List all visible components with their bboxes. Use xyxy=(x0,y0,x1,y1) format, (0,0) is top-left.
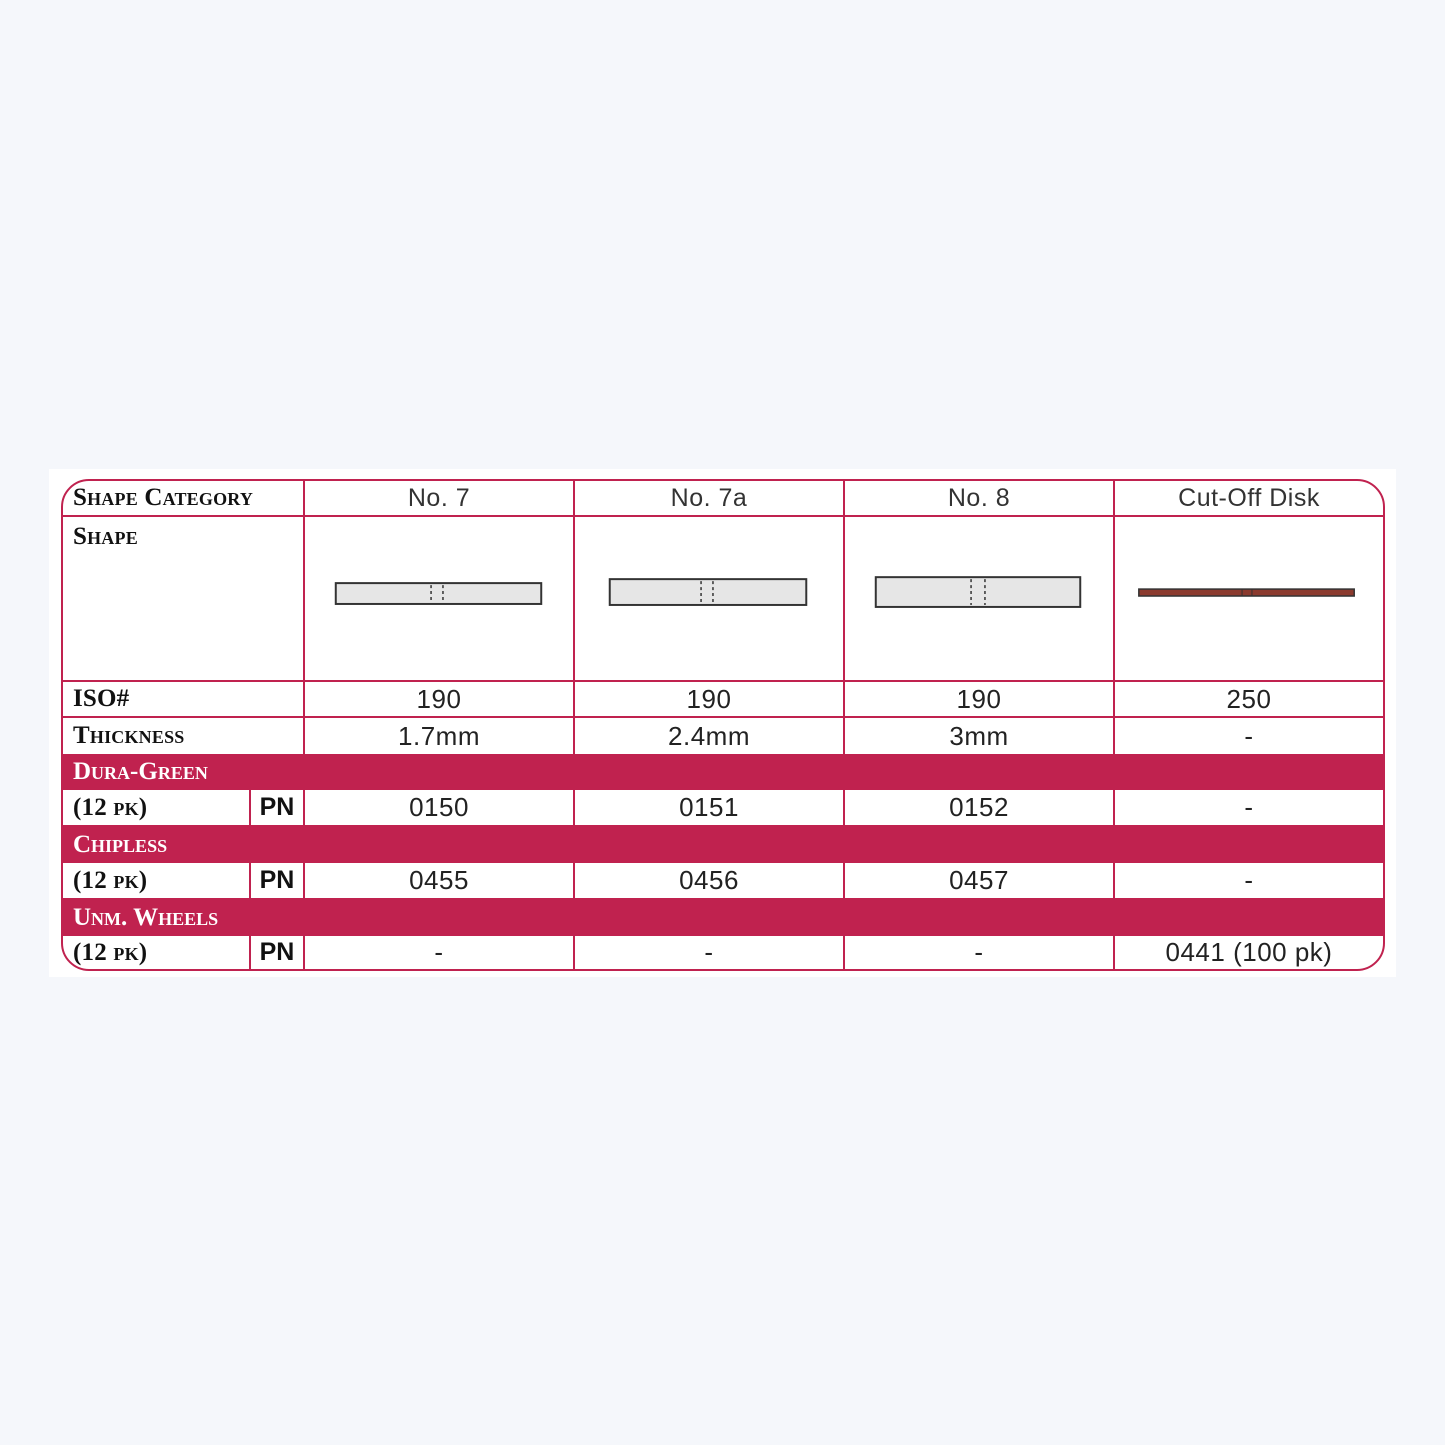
pn-value: 0150 xyxy=(303,790,573,825)
no8-wheel-profile-icon xyxy=(845,517,1113,680)
shape-row xyxy=(63,517,1383,682)
pack-size-label: (12 pk) xyxy=(73,938,148,966)
iso-value-no7a: 190 xyxy=(573,682,843,716)
shape-cell-no7 xyxy=(303,517,573,680)
thickness-value-no8: 3mm xyxy=(843,718,1113,754)
pn-row-chipless xyxy=(63,863,1383,900)
thickness-value-no7a: 2.4mm xyxy=(573,718,843,754)
pn-value: - xyxy=(573,936,843,969)
spec-table xyxy=(61,479,1385,971)
pack-size-label: (12 pk) xyxy=(73,866,148,894)
column-header-no7: No. 7 xyxy=(303,481,573,515)
pn-value: 0151 xyxy=(573,790,843,825)
pn-row-dura-green xyxy=(63,790,1383,827)
pn-value: 0152 xyxy=(843,790,1113,825)
iso-value-no8: 190 xyxy=(843,682,1113,716)
pn-value: - xyxy=(1113,863,1383,898)
pn-value: 0457 xyxy=(843,863,1113,898)
thickness-value-cut-off-disk: - xyxy=(1113,718,1383,754)
section-header-chipless: Chipless xyxy=(63,827,1383,863)
shape-category-label: Shape Category xyxy=(73,484,254,511)
iso-value-no7: 190 xyxy=(303,682,573,716)
header-row xyxy=(63,481,1383,517)
iso-value-cut-off-disk: 250 xyxy=(1113,682,1383,716)
product-spec-card xyxy=(49,469,1396,977)
column-header-no7a: No. 7a xyxy=(573,481,843,515)
pack-size-label: (12 pk) xyxy=(73,793,148,821)
pn-label: PN xyxy=(249,790,303,825)
thickness-value-no7: 1.7mm xyxy=(303,718,573,754)
pn-value: 0456 xyxy=(573,863,843,898)
pn-value: - xyxy=(303,936,573,969)
thickness-label: Thickness xyxy=(73,722,185,749)
pn-label: PN xyxy=(249,863,303,898)
pn-value: 0455 xyxy=(303,863,573,898)
shape-label: Shape xyxy=(73,523,138,550)
column-header-cut-off-disk: Cut-Off Disk xyxy=(1113,481,1383,515)
column-header-no8: No. 8 xyxy=(843,481,1113,515)
pn-value: - xyxy=(1113,790,1383,825)
pn-row-unm-wheels xyxy=(63,936,1383,969)
cut-off-disk-profile-icon xyxy=(1115,517,1383,680)
pn-value: - xyxy=(843,936,1113,969)
iso-row xyxy=(63,682,1383,718)
pn-label: PN xyxy=(249,936,303,969)
no7-wheel-profile-icon xyxy=(305,517,573,680)
shape-cell-no8 xyxy=(843,517,1113,680)
iso-label: ISO# xyxy=(73,685,130,712)
thickness-row xyxy=(63,718,1383,754)
section-header-unm-wheels: Unm. Wheels xyxy=(63,900,1383,936)
shape-cell-no7a xyxy=(573,517,843,680)
no7a-wheel-profile-icon xyxy=(575,517,843,680)
section-header-dura-green: Dura-Green xyxy=(63,754,1383,790)
shape-cell-cut-off-disk xyxy=(1113,517,1383,680)
pn-value: 0441 (100 pk) xyxy=(1113,936,1383,969)
